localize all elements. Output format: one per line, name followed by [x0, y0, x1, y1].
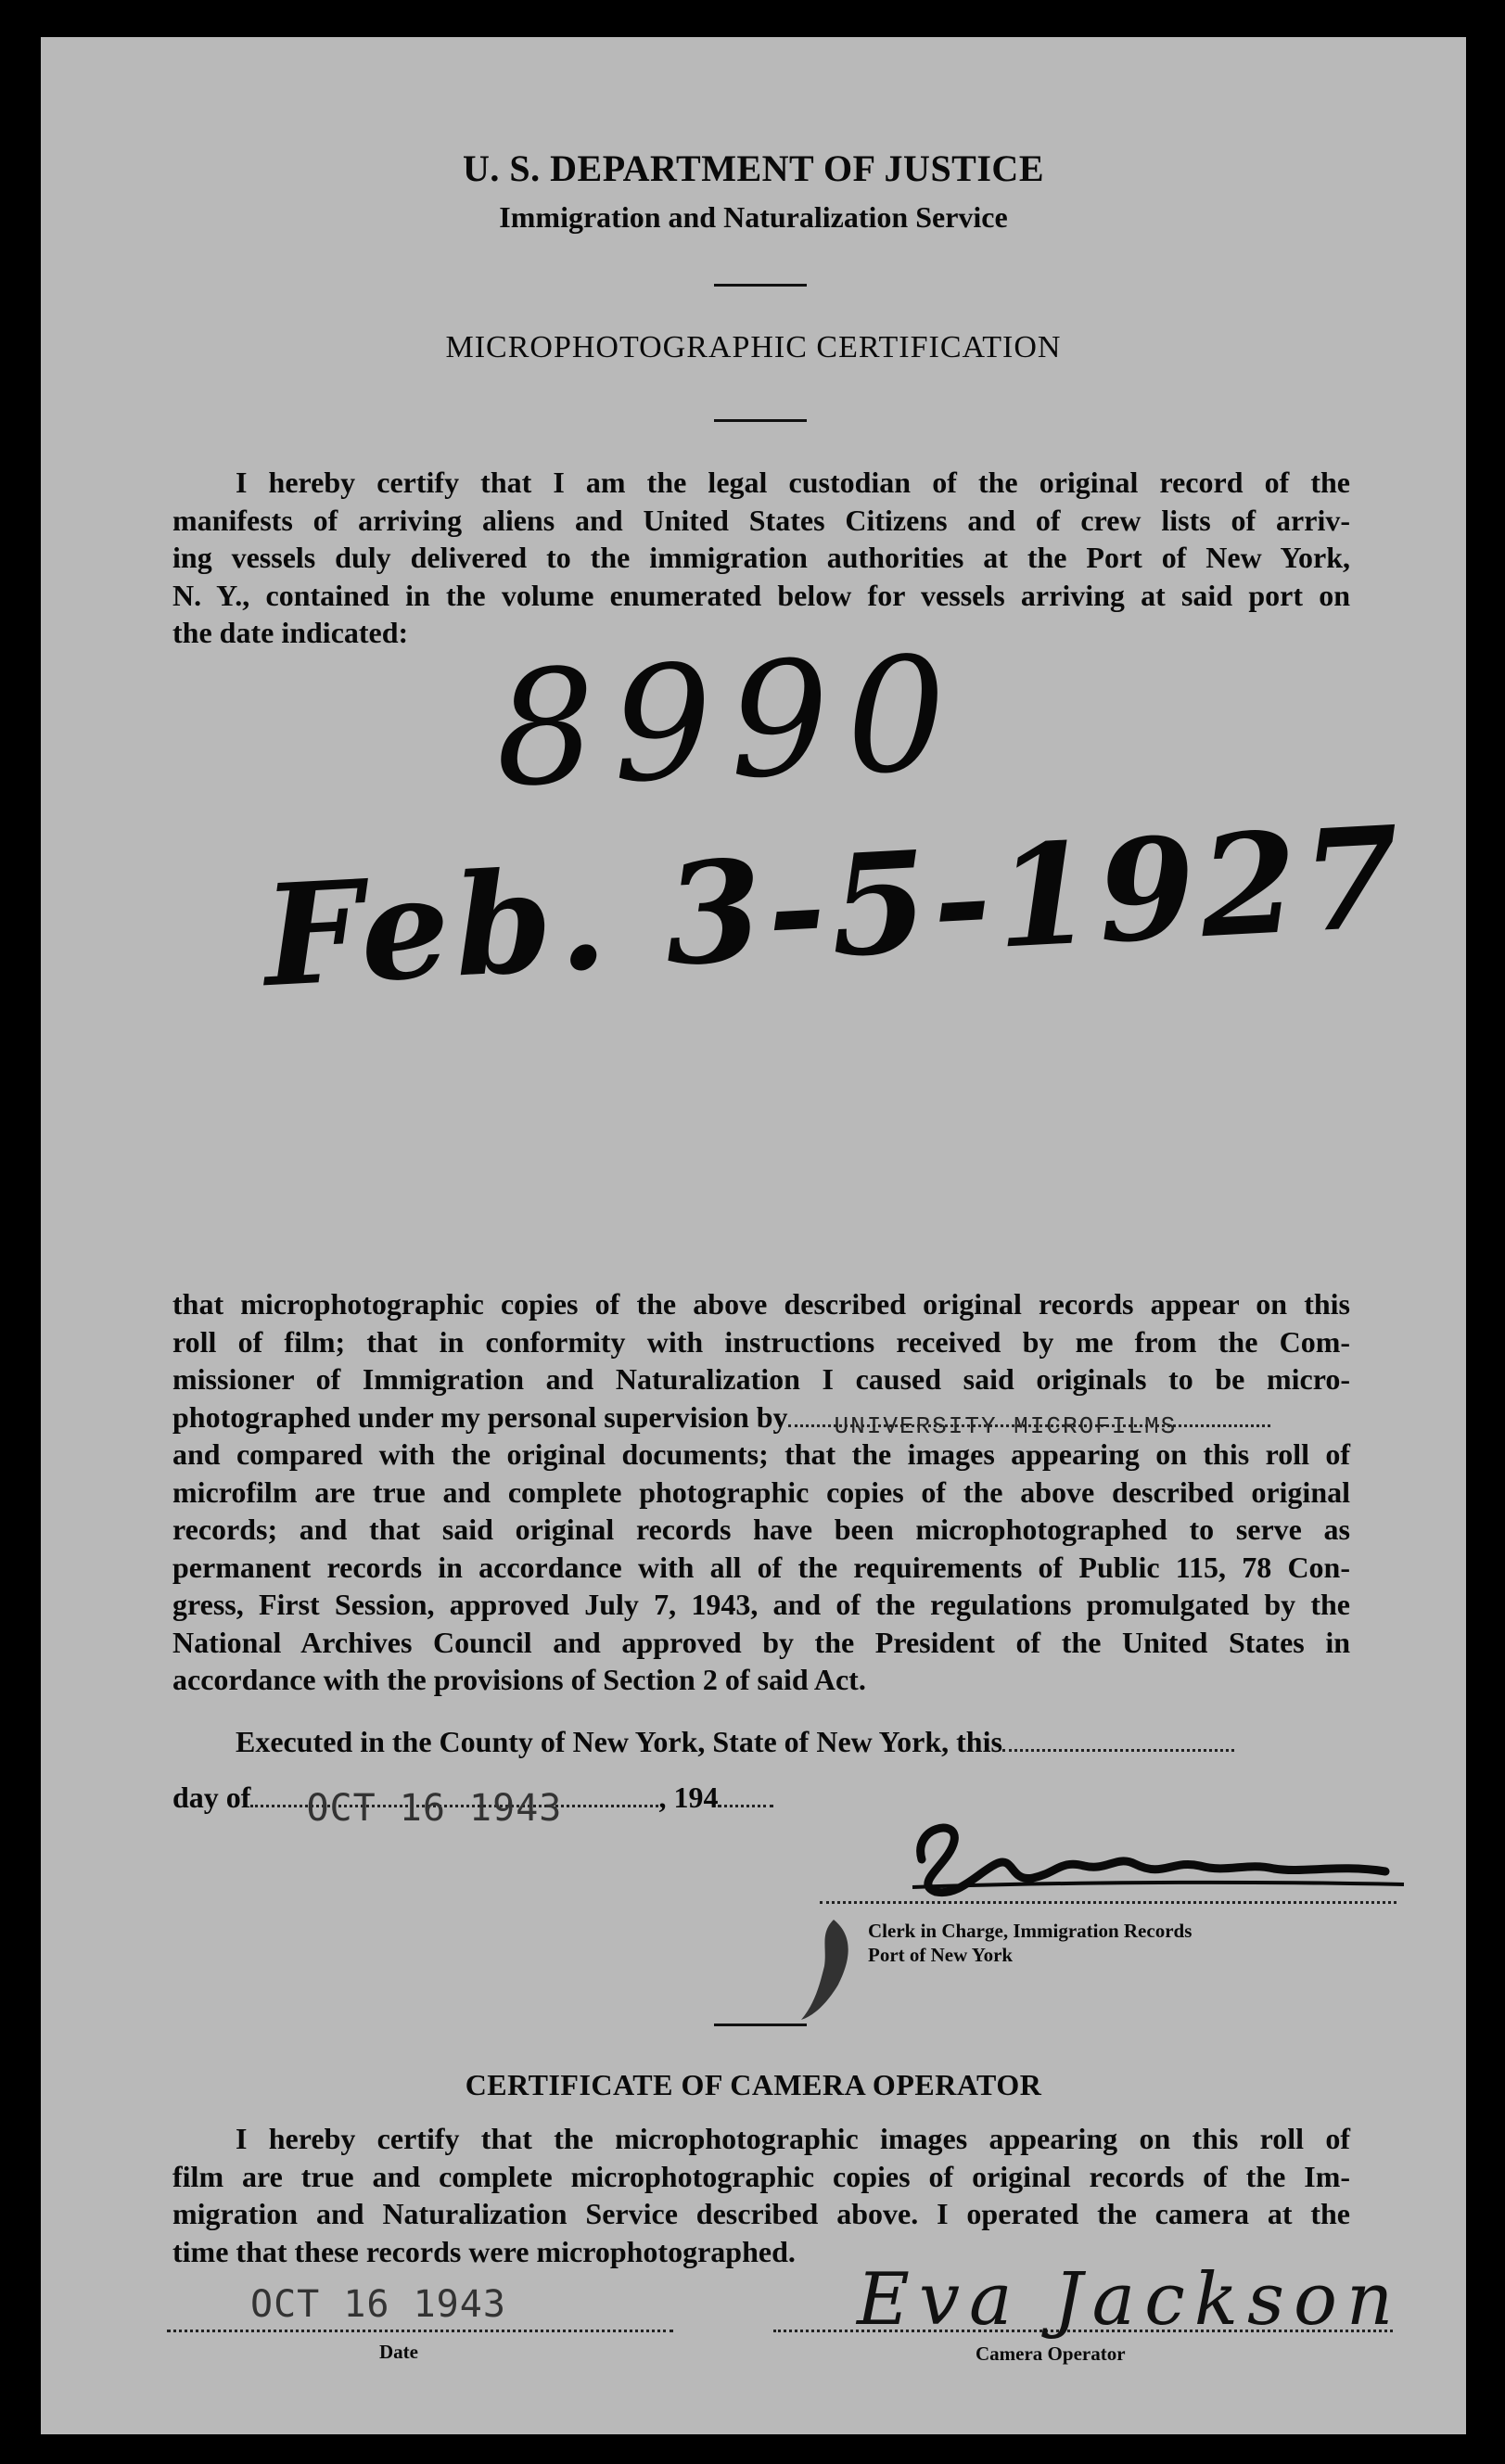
camera-paragraph: [172, 2120, 1350, 2270]
typed-company: UNIVERSITY MICROFILMS: [834, 1411, 1178, 1440]
operator-label: Camera Operator: [976, 2343, 1126, 2365]
department-heading: U. S. DEPARTMENT OF JUSTICE: [463, 147, 1044, 189]
camera-divider: [714, 2024, 807, 2026]
service-subheading: Immigration and Naturalization Service: [499, 200, 1008, 234]
intro-line: N. Y., contained in the volume enumerated below for vessels arriving at said port on: [172, 578, 1350, 612]
body-line: National Archives Council and approved by the President of the United States in: [172, 1625, 1350, 1659]
body-line: microfilm are true and complete photographic copies of the above described original: [172, 1475, 1350, 1509]
body-line: permanent records in accordance with all of the requirements of Public 115, 78 Con-: [172, 1550, 1350, 1584]
day-of-line: [172, 1779, 914, 1830]
body-line: that microphotographic copies of the above described original records appear on this: [172, 1287, 1350, 1321]
camera-certificate-title: CERTIFICATE OF CAMERA OPERATOR: [465, 2068, 1042, 2101]
executed-text: Executed in the County of New York, State of New York, this: [236, 1725, 1002, 1758]
clerk-title-1: Clerk in Charge, Immigration Records: [868, 1920, 1193, 1942]
camera-line: film are true and complete microphotographic copies of original records of the Im-: [172, 2159, 1350, 2193]
date-fill-line: [250, 1787, 658, 1830]
date-stamp: OCT 16 1943: [306, 1787, 563, 1830]
certificate-document: [41, 37, 1466, 2434]
camera-line: migration and Naturalization Service described above. I operated the camera at the: [172, 2197, 1350, 2230]
intro-line: ing vessels duly delivered to the immigration authorities at the Port of New York,: [172, 541, 1350, 574]
operator-signature: Eva Jackson: [857, 2258, 1403, 2342]
handwritten-volume-number: 8990: [491, 622, 966, 823]
handwritten-date: Feb. 3-5-1927: [260, 795, 1409, 1019]
camera-date-stamp: OCT 16 1943: [250, 2283, 506, 2326]
intro-line: manifests of arriving aliens and United States Citizens and of crew lists of arriv-: [172, 503, 1350, 537]
day-of-label: day of: [172, 1781, 251, 1814]
day-fill-line: [1002, 1749, 1234, 1752]
certification-title: MICROPHOTOGRAPHIC CERTIFICATION: [445, 330, 1062, 364]
body-line: roll of film; that in conformity with instructions received by me from the Com-: [172, 1324, 1350, 1359]
intro-line: the date indicated:: [172, 616, 409, 649]
year-fill-line: [718, 1805, 773, 1807]
clerk-title-2: Port of New York: [868, 1944, 1014, 1966]
clerk-signature-line: [820, 1901, 1397, 1904]
body-line: photographed under my personal supervision by: [172, 1399, 788, 1434]
camera-line: time that these records were microphotographed.: [172, 2234, 796, 2268]
year-prefix: , 194: [658, 1781, 719, 1814]
camera-date-line: [167, 2328, 673, 2332]
body-line-with-fill: [172, 1398, 1350, 1440]
intro-paragraph: [172, 464, 1350, 652]
company-fill-line: [788, 1411, 1270, 1440]
body-line: and compared with the original documents; that the images appearing on this roll of: [172, 1437, 1350, 1471]
header-divider: [714, 284, 807, 287]
body-line: gress, First Session, approved July 7, 1943, and of the regulations promulgated by the: [172, 1588, 1350, 1621]
ink-smudge: [783, 1910, 885, 2031]
date-label: Date: [379, 2341, 418, 2363]
camera-line: I hereby certify that the microphotographic images appearing on this roll of: [236, 2122, 1350, 2155]
body-line: accordance with the provisions of Section 2 of said Act.: [172, 1663, 866, 1696]
title-divider: [714, 419, 807, 422]
body-line: records; and that said original records have been microphotographed to serve as: [172, 1513, 1350, 1546]
intro-line: I hereby certify that I am the legal custodian of the original record of the: [236, 466, 1350, 499]
body-line: missioner of Immigration and Naturalization I caused said originals to be micro-: [172, 1362, 1350, 1396]
clerk-signature: [857, 1808, 1413, 1910]
body-paragraph: [172, 1285, 1350, 1699]
executed-line: [172, 1723, 1350, 1761]
